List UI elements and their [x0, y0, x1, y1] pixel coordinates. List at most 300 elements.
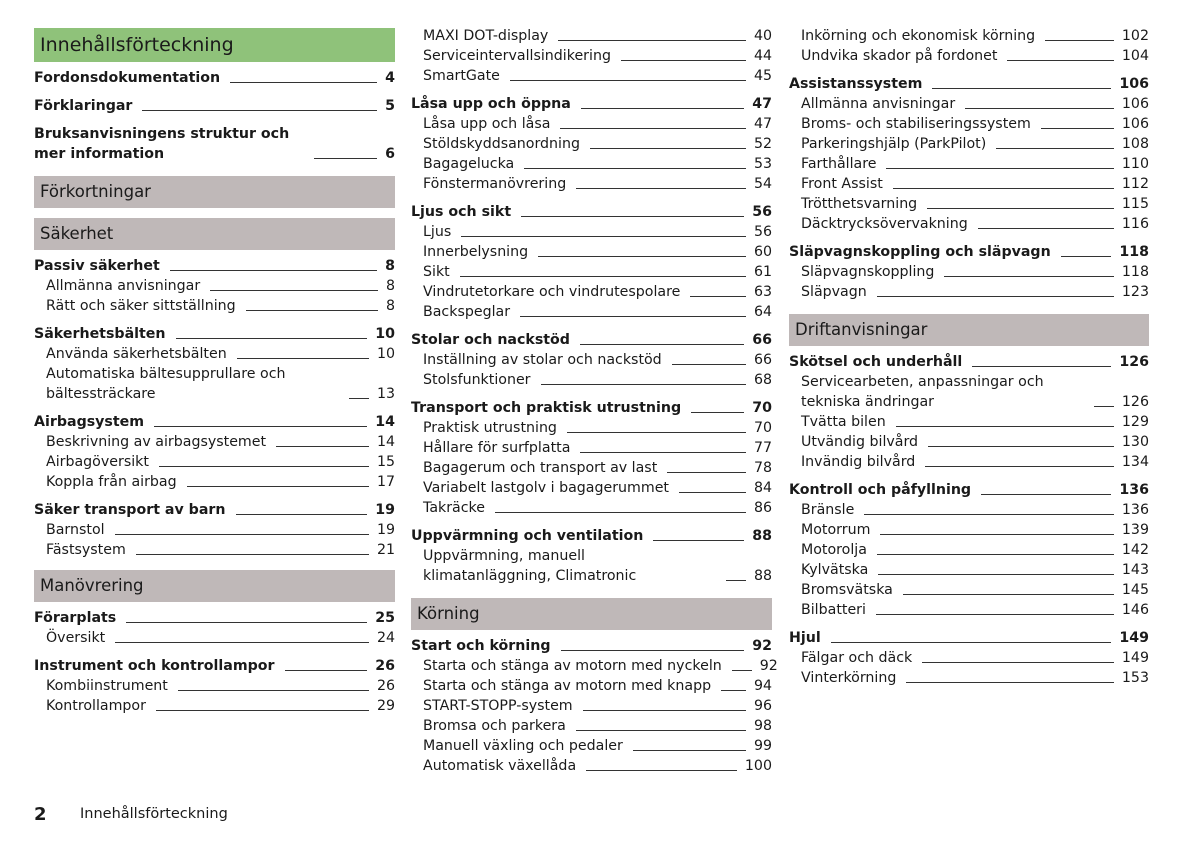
- toc-entry-label: Automatiska bältesupprullare och bältessträckare: [46, 366, 286, 402]
- toc-entry-subsection[interactable]: [789, 262, 1149, 282]
- toc-entry-subsection[interactable]: [789, 282, 1149, 302]
- leader-line: [878, 574, 1114, 575]
- leader-line: [633, 750, 746, 751]
- leader-line: [246, 310, 378, 311]
- leader-line: [461, 236, 746, 237]
- leader-line: [1045, 40, 1114, 41]
- leader-line: [965, 108, 1114, 109]
- toc-group: [34, 96, 395, 116]
- leader-line: [236, 514, 368, 515]
- toc-entry-chapter[interactable]: [789, 480, 1149, 500]
- toc-entry-page: 78: [753, 460, 772, 476]
- toc-entry-label: Fälgar och däck: [801, 650, 913, 666]
- toc-entry-page: 40: [753, 28, 772, 44]
- toc-entry-page: 47: [753, 116, 772, 132]
- toc-entry-page: 104: [1121, 48, 1149, 64]
- toc-entry-page: 136: [1121, 502, 1149, 518]
- toc-entry-label: Hållare för surfplatta: [423, 440, 571, 456]
- toc-entry-subsection[interactable]: [789, 540, 1149, 560]
- leader-line: [1007, 60, 1113, 61]
- toc-entry-page: 17: [376, 474, 395, 490]
- leader-line: [1041, 128, 1114, 129]
- toc-entry-page: 88: [752, 528, 772, 544]
- leader-line: [576, 188, 746, 189]
- leader-line: [925, 466, 1114, 467]
- leader-line: [927, 208, 1114, 209]
- toc-group: [34, 608, 395, 648]
- toc-entry-chapter[interactable]: [789, 352, 1149, 372]
- toc-entry-chapter[interactable]: [411, 94, 772, 114]
- leader-line: [831, 642, 1112, 643]
- leader-line: [560, 128, 746, 129]
- toc-entry-subsection[interactable]: [411, 26, 772, 46]
- toc-entry-label: Invändig bilvård: [801, 454, 916, 470]
- toc-entry-subsection[interactable]: [789, 174, 1149, 194]
- toc-entry-label: Koppla från airbag: [46, 474, 177, 490]
- toc-entry-page: 149: [1119, 630, 1149, 646]
- toc-entry-page: 100: [744, 758, 772, 774]
- toc-entry-subsection[interactable]: [411, 478, 772, 498]
- leader-line: [237, 358, 369, 359]
- leader-line: [538, 256, 746, 257]
- toc-list: [34, 608, 395, 716]
- toc-entry-subsection[interactable]: [789, 154, 1149, 174]
- toc-entry-chapter[interactable]: [34, 608, 395, 628]
- leader-line: [156, 710, 369, 711]
- toc-entry-subsection[interactable]: [789, 94, 1149, 114]
- toc-entry-label: Front Assist: [801, 176, 883, 192]
- leader-line: [690, 296, 746, 297]
- toc-group: [411, 26, 772, 86]
- toc-entry-label: Kontrollampor: [46, 698, 146, 714]
- toc-entry-label: Kylvätska: [801, 562, 869, 578]
- leader-line: [877, 554, 1114, 555]
- toc-entry-label: Bromsa och parkera: [423, 718, 566, 734]
- leader-line: [877, 296, 1114, 297]
- toc-entry-subsection[interactable]: [34, 540, 395, 560]
- toc-entry-label: Släpvagnskoppling: [801, 264, 935, 280]
- toc-entry-page: 52: [753, 136, 772, 152]
- toc-entry-label: Säkerhetsbälten: [34, 326, 166, 342]
- toc-entry-page: 112: [1121, 176, 1149, 192]
- toc-entry-subsection[interactable]: [789, 452, 1149, 472]
- toc-entry-page: 123: [1121, 284, 1149, 300]
- leader-line: [115, 642, 369, 643]
- toc-entry-page: 44: [753, 48, 772, 64]
- toc-entry-subsection[interactable]: [411, 418, 772, 438]
- toc-list: [411, 26, 772, 586]
- toc-entry-chapter[interactable]: [411, 202, 772, 222]
- toc-entry-subsection[interactable]: [411, 154, 772, 174]
- toc-entry-chapter[interactable]: [34, 324, 395, 344]
- toc-entry-page: 26: [375, 658, 395, 674]
- toc-entry-page: 106: [1121, 116, 1149, 132]
- toc-entry-label: Låsa upp och låsa: [423, 116, 551, 132]
- leader-line: [1061, 256, 1112, 257]
- toc-entry-subsection[interactable]: [411, 242, 772, 262]
- toc-entry-subsection[interactable]: [789, 580, 1149, 600]
- toc-entry-label: Manuell växling och pedaler: [423, 738, 623, 754]
- toc-entry-subsection[interactable]: [789, 432, 1149, 452]
- toc-entry-subsection[interactable]: [411, 656, 778, 676]
- toc-list: [34, 256, 395, 560]
- leader-line: [893, 188, 1114, 189]
- toc-entry-page: 126: [1119, 354, 1149, 370]
- toc-column-1: [34, 22, 395, 716]
- toc-column-3: [789, 26, 1149, 688]
- toc-entry-subsection[interactable]: [411, 174, 772, 194]
- toc-entry-page: 25: [375, 610, 395, 626]
- toc-entry-label: Kontroll och påfyllning: [789, 482, 972, 498]
- toc-entry-subsection[interactable]: [411, 282, 772, 302]
- toc-entry-label: Airbagöversikt: [46, 454, 149, 470]
- toc-entry-label: Starta och stänga av motorn med nyckeln: [423, 658, 722, 674]
- leader-line: [621, 60, 746, 61]
- toc-entry-page: 134: [1121, 454, 1149, 470]
- toc-entry-page: 70: [753, 420, 772, 436]
- leader-line: [667, 472, 746, 473]
- leader-line: [906, 682, 1114, 683]
- toc-entry-label: Variabelt lastgolv i bagagerummet: [423, 480, 669, 496]
- toc-entry-page: 24: [376, 630, 395, 646]
- toc-entry-chapter[interactable]: [411, 636, 772, 656]
- toc-entry-chapter[interactable]: [411, 330, 772, 350]
- toc-entry-page: 92: [752, 638, 772, 654]
- toc-group: [411, 636, 778, 776]
- section-header-forkortningar[interactable]: Förkortningar: [34, 176, 395, 208]
- toc-entry-label: Låsa upp och öppna: [411, 96, 571, 112]
- toc-title: Innehållsförteckning: [34, 28, 395, 62]
- toc-group: [34, 124, 395, 164]
- toc-entry-page: 77: [753, 440, 772, 456]
- leader-line: [679, 492, 746, 493]
- toc-entry-label: Allmänna anvisningar: [801, 96, 956, 112]
- toc-entry-subsection[interactable]: [411, 736, 772, 756]
- toc-entry-subsection[interactable]: [34, 520, 395, 540]
- toc-entry-subsection[interactable]: [411, 438, 772, 458]
- toc-entry-label: START-STOPP-system: [423, 698, 573, 714]
- toc-group: [34, 656, 395, 716]
- toc-entry-label: Motorrum: [801, 522, 871, 538]
- toc-entry-subsection[interactable]: [411, 756, 772, 776]
- toc-entry-label: Släpvagnskoppling och släpvagn: [789, 244, 1051, 260]
- toc-group: [789, 26, 1149, 66]
- toc-entry-page: 19: [375, 502, 395, 518]
- leader-line: [886, 168, 1113, 169]
- toc-entry-label: Bromsvätska: [801, 582, 893, 598]
- toc-entry-label: Ljus: [423, 224, 452, 240]
- toc-entry-label: Släpvagn: [801, 284, 867, 300]
- leader-line: [276, 446, 369, 447]
- toc-group: [34, 412, 395, 492]
- toc-entry-page: 8: [385, 258, 395, 274]
- toc-entry-chapter[interactable]: [789, 628, 1149, 648]
- toc-entry-page: 19: [376, 522, 395, 538]
- toc-entry-subsection[interactable]: [411, 350, 772, 370]
- toc-entry-page: 13: [376, 386, 395, 402]
- toc-entry-subsection[interactable]: [411, 370, 772, 390]
- leader-line: [876, 614, 1114, 615]
- toc-entry-label: Automatisk växellåda: [423, 758, 577, 774]
- toc-entry-subsection[interactable]: [411, 498, 772, 518]
- toc-entry-subsection[interactable]: [789, 372, 1149, 412]
- toc-entry-subsection[interactable]: [789, 520, 1149, 540]
- section-header-manovrering[interactable]: Manövrering: [34, 570, 395, 602]
- toc-entry-label: Praktisk utrustning: [423, 420, 557, 436]
- toc-entry-subsection[interactable]: [789, 668, 1149, 688]
- toc-list: [411, 636, 778, 776]
- toc-entry-subsection[interactable]: [411, 114, 772, 134]
- toc-entry-label: Barnstol: [46, 522, 105, 538]
- section-header-drift[interactable]: Driftanvisningar: [789, 314, 1149, 346]
- toc-entry-chapter[interactable]: [34, 656, 395, 676]
- leader-line: [187, 486, 369, 487]
- toc-entry-subsection[interactable]: [789, 194, 1149, 214]
- leader-line: [732, 670, 752, 671]
- leader-line: [691, 412, 744, 413]
- leader-line: [721, 690, 746, 691]
- toc-entry-subsection[interactable]: [411, 676, 772, 696]
- toc-entry-label: Bilbatteri: [801, 602, 866, 618]
- toc-entry-page: 116: [1121, 216, 1149, 232]
- toc-entry-subsection[interactable]: [789, 500, 1149, 520]
- toc-entry-label: Tvätta bilen: [801, 414, 886, 430]
- toc-entry-page: 53: [753, 156, 772, 172]
- toc-entry-page: 106: [1121, 96, 1149, 112]
- toc-entry-page: 66: [752, 332, 772, 348]
- toc-entry-label: Översikt: [46, 630, 106, 646]
- toc-entry-page: 92: [759, 658, 778, 674]
- section-header-korning[interactable]: Körning: [411, 598, 772, 630]
- toc-entry-label: Kombiinstrument: [46, 678, 168, 694]
- toc-entry-page: 126: [1121, 394, 1149, 410]
- toc-entry-page: 8: [385, 278, 395, 294]
- toc-entry-subsection[interactable]: [789, 648, 1149, 668]
- toc-entry-subsection[interactable]: [411, 134, 772, 154]
- leader-line: [580, 452, 746, 453]
- toc-entry-chapter[interactable]: [789, 242, 1149, 262]
- toc-entry-page: 110: [1121, 156, 1149, 172]
- toc-list: [789, 352, 1149, 688]
- leader-line: [922, 662, 1114, 663]
- toc-entry-subsection[interactable]: [789, 46, 1149, 66]
- leader-line: [981, 494, 1111, 495]
- toc-entry-subsection[interactable]: [34, 364, 395, 404]
- toc-entry-subsection[interactable]: [411, 546, 772, 586]
- toc-entry-label: Använda säkerhetsbälten: [46, 346, 227, 362]
- leader-line: [581, 108, 744, 109]
- toc-group: [411, 202, 772, 322]
- toc-entry-page: 115: [1121, 196, 1149, 212]
- leader-line: [558, 40, 746, 41]
- leader-line: [176, 338, 368, 339]
- toc-entry-page: 66: [753, 352, 772, 368]
- toc-entry-subsection[interactable]: [34, 472, 395, 492]
- leader-line: [978, 228, 1114, 229]
- toc-entry-subsection[interactable]: [411, 46, 772, 66]
- toc-entry-chapter[interactable]: [34, 256, 395, 276]
- section-header-sakerhet[interactable]: Säkerhet: [34, 218, 395, 250]
- toc-entry-page: 88: [753, 568, 772, 584]
- toc-entry-page: 26: [376, 678, 395, 694]
- leader-line: [896, 426, 1114, 427]
- toc-entry-label: Beskrivning av airbagsystemet: [46, 434, 267, 450]
- toc-entry-label: Inkörning och ekonomisk körning: [801, 28, 1036, 44]
- leader-line: [541, 384, 746, 385]
- leader-line: [126, 622, 367, 623]
- toc-group: [411, 398, 772, 518]
- toc-entry-subsection[interactable]: [789, 214, 1149, 234]
- leader-line: [726, 580, 746, 581]
- toc-entry-label: Uppvärmning, manuell klimatanläggning, Climatronic: [423, 548, 637, 584]
- toc-entry-label: Stöldskyddsanordning: [423, 136, 580, 152]
- toc-entry-page: 96: [753, 698, 772, 714]
- toc-entry-subsection[interactable]: [34, 696, 395, 716]
- toc-entry-page: 70: [752, 400, 772, 416]
- toc-entry-page: 94: [753, 678, 772, 694]
- toc-group: [789, 74, 1149, 234]
- toc-entry-label: Servicearbeten, anpassningar och tekniska ändringar: [801, 374, 1044, 410]
- toc-group: [411, 94, 772, 194]
- toc-entry-page: 68: [753, 372, 772, 388]
- toc-entry-page: 56: [752, 204, 772, 220]
- toc-entry-label: Farthållare: [801, 156, 877, 172]
- toc-entry-page: 47: [752, 96, 772, 112]
- toc-entry-subsection[interactable]: [789, 134, 1149, 154]
- toc-entry-label: Hjul: [789, 630, 821, 646]
- toc-entry-subsection[interactable]: [34, 676, 395, 696]
- leader-line: [653, 540, 744, 541]
- leader-line: [159, 466, 369, 467]
- toc-entry-subsection[interactable]: [411, 302, 772, 322]
- toc-entry-label: Säker transport av barn: [34, 502, 226, 518]
- toc-entry-subsection[interactable]: [789, 114, 1149, 134]
- toc-entry-subsection[interactable]: [789, 26, 1149, 46]
- toc-entry-label: Broms- och stabiliseringssystem: [801, 116, 1031, 132]
- toc-entry-subsection[interactable]: [34, 296, 395, 316]
- toc-entry-page: 99: [753, 738, 772, 754]
- toc-entry-page: 8: [385, 298, 395, 314]
- toc-entry-label: Motorolja: [801, 542, 867, 558]
- toc-entry-page: 21: [376, 542, 395, 558]
- toc-entry-label: MAXI DOT-display: [423, 28, 549, 44]
- toc-entry-subsection[interactable]: [34, 628, 395, 648]
- toc-group: [789, 242, 1149, 302]
- leader-line: [580, 344, 744, 345]
- leader-line: [561, 650, 745, 651]
- toc-entry-subsection[interactable]: [34, 344, 395, 364]
- toc-entry-page: 136: [1119, 482, 1149, 498]
- toc-entry-label: Airbagsystem: [34, 414, 145, 430]
- toc-entry-chapter[interactable]: [411, 526, 772, 546]
- toc-entry-label: Ljus och sikt: [411, 204, 512, 220]
- leader-line: [495, 512, 746, 513]
- toc-group: [789, 480, 1149, 620]
- leader-line: [524, 168, 746, 169]
- toc-entry-bruksanvisning[interactable]: Bruksanvisningens struktur och mer information 6: [34, 126, 395, 162]
- toc-group: [34, 256, 395, 316]
- toc-group: [789, 352, 1149, 472]
- page-number: 2: [34, 804, 47, 825]
- toc-entry-chapter[interactable]: [34, 500, 395, 520]
- toc-entry-label: Fästsystem: [46, 542, 126, 558]
- toc-entry-forklaringar[interactable]: Förklaringar 5: [34, 98, 395, 114]
- toc-entry-subsection[interactable]: [34, 452, 395, 472]
- toc-entry-label: Fönstermanövrering: [423, 176, 567, 192]
- toc-entry-subsection[interactable]: [411, 716, 772, 736]
- toc-entry-chapter[interactable]: [789, 74, 1149, 94]
- toc-entry-chapter[interactable]: [411, 398, 772, 418]
- toc-group: [34, 68, 395, 88]
- toc-entry-page: 86: [753, 500, 772, 516]
- leader-line: [154, 426, 367, 427]
- toc-entry-page: 142: [1121, 542, 1149, 558]
- leader-line: [928, 446, 1114, 447]
- toc-entry-subsection[interactable]: [34, 276, 395, 296]
- leader-line: [285, 670, 368, 671]
- toc-group: [411, 526, 772, 586]
- toc-group: [34, 324, 395, 404]
- toc-entry-label: Instrument och kontrollampor: [34, 658, 275, 674]
- toc-entry-label: Assistanssystem: [789, 76, 923, 92]
- toc-entry-subsection[interactable]: [411, 222, 772, 242]
- leader-line: [567, 432, 746, 433]
- toc-entry-subsection[interactable]: [411, 66, 772, 86]
- toc-entry-label: Stolsfunktioner: [423, 372, 531, 388]
- toc-entry-subsection[interactable]: [411, 458, 772, 478]
- leader-line: [880, 534, 1114, 535]
- toc-entry-page: 146: [1121, 602, 1149, 618]
- toc-entry-subsection[interactable]: [789, 412, 1149, 432]
- toc-entry-label: Parkeringshjälp (ParkPilot): [801, 136, 987, 152]
- toc-entry-label: Takräcke: [423, 500, 485, 516]
- toc-entry-label: Start och körning: [411, 638, 551, 654]
- toc-entry-page: 60: [753, 244, 772, 260]
- toc-entry-page: 45: [753, 68, 772, 84]
- toc-entry-label: Förarplats: [34, 610, 117, 626]
- toc-entry-page: 149: [1121, 650, 1149, 666]
- toc-entry-subsection[interactable]: [789, 560, 1149, 580]
- toc-list: [789, 26, 1149, 302]
- toc-entry-page: 54: [753, 176, 772, 192]
- toc-entry-fordonsdokumentation[interactable]: Fordonsdokumentation 4: [34, 70, 395, 86]
- leader-line: [1094, 406, 1114, 407]
- leader-line: [178, 690, 369, 691]
- toc-entry-subsection[interactable]: [789, 600, 1149, 620]
- leader-line: [115, 534, 369, 535]
- toc-group: [789, 628, 1149, 688]
- toc-entry-subsection[interactable]: [34, 432, 395, 452]
- toc-entry-page: 145: [1121, 582, 1149, 598]
- toc-entry-chapter[interactable]: [34, 412, 395, 432]
- leader-line: [672, 364, 746, 365]
- leader-line: [521, 216, 744, 217]
- leader-line: [972, 366, 1111, 367]
- toc-entry-label: Stolar och nackstöd: [411, 332, 570, 348]
- toc-entry-subsection[interactable]: [411, 262, 772, 282]
- leader-line: [932, 88, 1111, 89]
- toc-entry-label: Bränsle: [801, 502, 855, 518]
- toc-entry-page: 14: [376, 434, 395, 450]
- toc-entry-label: Starta och stänga av motorn med knapp: [423, 678, 712, 694]
- toc-entry-subsection[interactable]: [411, 696, 772, 716]
- toc-entry-page: 153: [1121, 670, 1149, 686]
- toc-entry-label: Backspeglar: [423, 304, 511, 320]
- leader-line: [590, 148, 746, 149]
- toc-entry-page: 143: [1121, 562, 1149, 578]
- toc-group: [34, 500, 395, 560]
- toc-entry-label: Däcktrycksövervakning: [801, 216, 968, 232]
